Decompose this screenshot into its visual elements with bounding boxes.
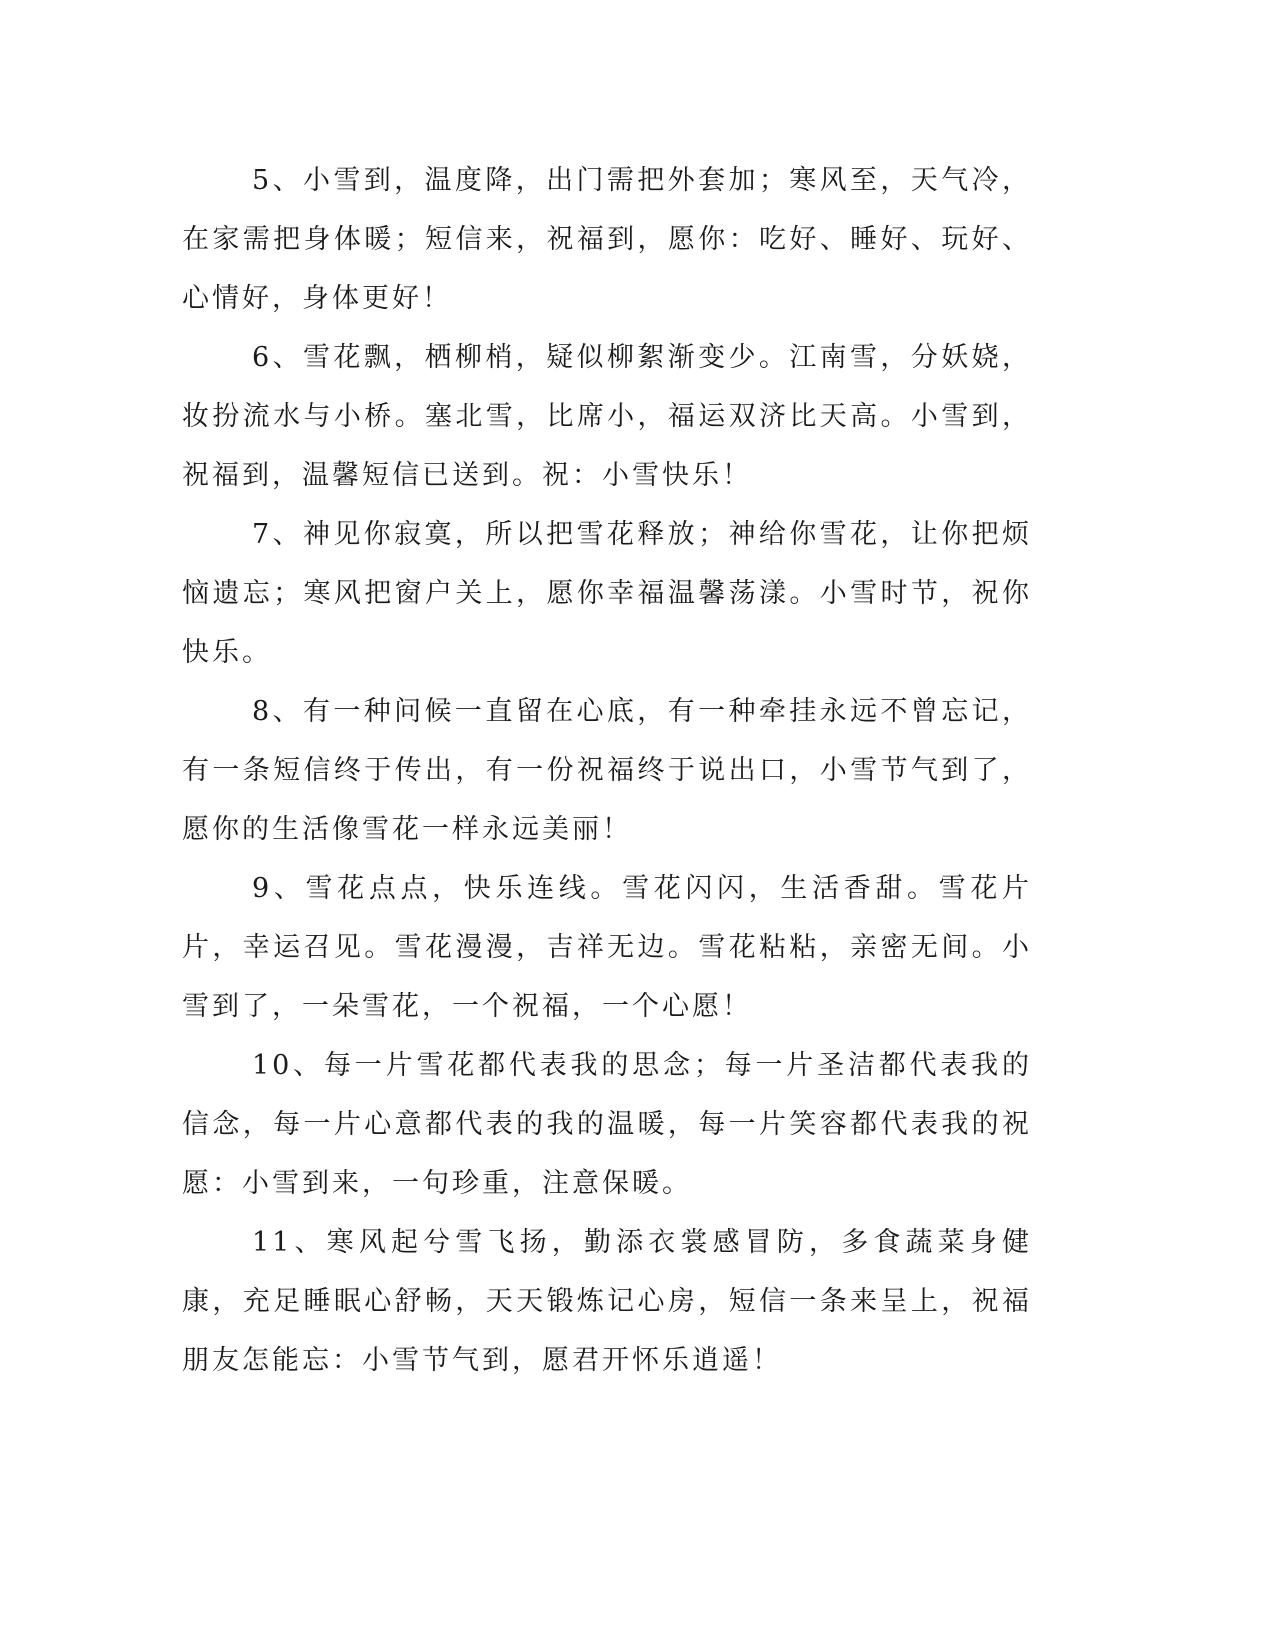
paragraph-5: 5、小雪到，温度降，出门需把外套加；寒风至，天气冷，在家需把身体暖；短信来，祝福到，愿你：吃好、睡好、玩好、心情好，身体更好！ [182,165,1032,314]
paragraph-6: 6、雪花飘，栖柳梢，疑似柳絮渐变少。江南雪，分妖娆，妆扮流水与小桥。塞北雪，比席小，福运双济比天高。小雪到，祝福到，温馨短信已送到。祝：小雪快乐！ [182,342,1032,491]
paragraph-7: 7、神见你寂寞，所以把雪花释放；神给你雪花，让你把烦恼遗忘；寒风把窗户关上，愿你幸福温馨荡漾。小雪时节，祝你快乐。 [182,519,1032,668]
paragraph-8: 8、有一种问候一直留在心底，有一种牵挂永远不曾忘记，有一条短信终于传出，有一份祝福终于说出口，小雪节气到了，愿你的生活像雪花一样永远美丽！ [182,696,1032,845]
document-body [182,151,1032,1390]
paragraph-10: 10、每一片雪花都代表我的思念；每一片圣洁都代表我的信念，每一片心意都代表的我的温暖，每一片笑容都代表我的祝愿：小雪到来，一句珍重，注意保暖。 [182,1050,1032,1199]
paragraph-9: 9、雪花点点，快乐连线。雪花闪闪，生活香甜。雪花片片，幸运召见。雪花漫漫，吉祥无边。雪花粘粘，亲密无间。小雪到了，一朵雪花，一个祝福，一个心愿！ [182,873,1032,1022]
paragraph-11: 11、寒风起兮雪飞扬，勤添衣裳感冒防，多食蔬菜身健康，充足睡眠心舒畅，天天锻炼记心房，短信一条来呈上，祝福朋友怎能忘：小雪节气到，愿君开怀乐逍遥！ [182,1227,1032,1376]
